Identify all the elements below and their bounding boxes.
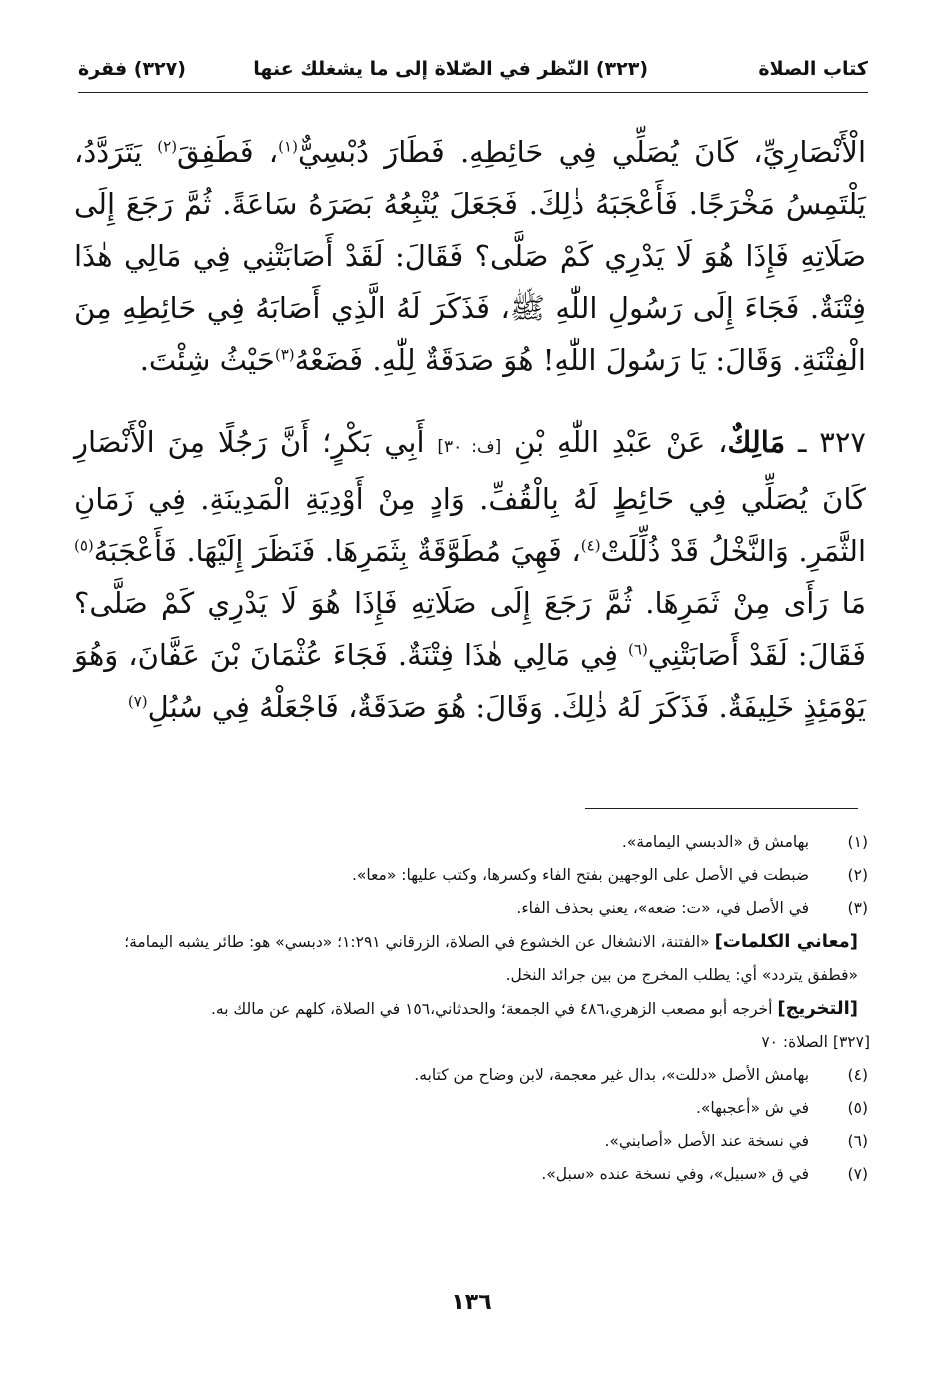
running-header xyxy=(78,52,868,92)
narrator-name: مَالِكٌ xyxy=(727,425,786,459)
footnote-ref: (٤) xyxy=(580,536,601,555)
footnote-text: بهامش الأصل «دللت»، بدال غير معجمة، لابن وضاح من كتابه. xyxy=(414,1066,810,1084)
footnote-text: في الأصل في، «ت: ضعه»، يعني بحذف الفاء. xyxy=(516,899,810,917)
text-segment: الْأَنْصَارِيِّ، كَانَ يُصَلِّي فِي حَائِطِهِ. فَطَارَ دُبْسِيٌّ xyxy=(297,135,867,169)
footnote-rule xyxy=(585,808,858,809)
cross-reference xyxy=(70,1026,870,1059)
page-number: ١٣٦ xyxy=(451,1290,492,1315)
text-segment: حَيْثُ شِئْتَ. xyxy=(139,343,275,377)
footnote-7 xyxy=(70,1158,870,1191)
main-text xyxy=(74,126,866,733)
takhrij-label: [التخريج] xyxy=(777,998,858,1019)
text-segment: مَا رَأَى مِنْ ثَمَرِهَا. ثُمَّ رَجَعَ إِلَى صَلَاتِهِ فَإِذَا هُوَ لَا يَدْرِي كَمْ صَلَّى؟ فَقَالَ: لَقَدْ أَصَابَتْنِي xyxy=(74,586,866,672)
footnote-number: (٢) xyxy=(847,866,868,884)
chapter-title: (٣٢٣) النّظر في الصّلاة إلى ما يشغلك عنها xyxy=(253,58,648,80)
cross-reference-text: الصلاة: ٧٠ xyxy=(761,1033,833,1051)
footnote-number: (٦) xyxy=(847,1132,868,1150)
book-title: كتاب الصلاة xyxy=(758,58,868,80)
text-segment: يَتَرَدَّدُ، يَلْتَمِسُ مَخْرَجًا. فَأَعْجَبَهُ ذٰلِكَ. فَجَعَلَ يُتْبِعُهُ بَصَرَهُ سَاعَةً. ثُمَّ رَجَعَ إِلَى صَلَاتِهِ فَإِذَا هُوَ لَا يَدْرِي كَمْ صَلَّى؟ فَقَالَ: لَقَدْ أَصَابَتْنِي فِي مَالِي هٰذَا فِتْنَةٌ. فَجَاءَ إِلَى رَسُولِ اللّٰهِ ﷺ، فَذَكَرَ لَهُ الَّذِي أَصَابَهُ فِي حَائِطِهِ مِنَ الْفِتْنَةِ. وَقَالَ: يَا رَسُولَ اللّٰهِ! هُوَ صَدَقَةٌ لِلّٰهِ. فَضَعْهُ xyxy=(74,135,866,377)
text-segment: ، فَطَفِقَ xyxy=(177,135,279,169)
word-meanings-label: [معاني الكلمات] xyxy=(714,931,858,952)
paragraph-label: (٣٢٧) فقرة xyxy=(78,58,186,80)
footnote-text: في ق «سبيل»، وفي نسخة عنده «سبل». xyxy=(541,1165,810,1183)
text-segment: ، فَهِيَ مُطَوَّقَةٌ بِثَمَرِهَا. فَنَظَرَ إِلَيْهَا. فَأَعْجَبَهُ xyxy=(93,534,581,568)
footnote-2 xyxy=(70,859,870,892)
text-segment: ، عَنْ عَبْدِ اللّٰهِ بْنِ xyxy=(501,425,728,459)
footnote-4 xyxy=(70,1059,870,1092)
footnote-number: (٥) xyxy=(847,1099,868,1117)
word-meanings-text: «الفتنة، الانشغال عن الخشوع في الصلاة، الزرقاني ١:٢٩١؛ «دبسي» هو: طائر يشبه اليمامة؛ «فطفق يتردد» أي: يطلب المخرج من بين جرائد النخل. xyxy=(124,933,858,984)
footnote-5 xyxy=(70,1092,870,1125)
footnote-ref: (٧) xyxy=(127,692,148,711)
hadith-paragraph xyxy=(74,416,866,733)
footnote-number: (١) xyxy=(847,833,868,851)
footnote-text: ضبطت في الأصل على الوجهين بفتح الفاء وكسرها، وكتب عليها: «معا». xyxy=(351,866,810,884)
folio-marker: [ف: ٣٠] xyxy=(437,437,502,457)
footnote-number: (٣) xyxy=(847,899,868,917)
header-rule xyxy=(78,92,868,93)
footnote-ref: (١) xyxy=(278,137,298,156)
takhrij-text: أخرجه أبو مصعب الزهري،٤٨٦ في الجمعة؛ والحدثاني،١٥٦ في الصلاة، كلهم عن مالك به. xyxy=(210,1000,778,1018)
footnote-number: (٤) xyxy=(847,1066,868,1084)
footnote-1 xyxy=(70,826,870,859)
takhrij xyxy=(70,992,870,1026)
word-meanings xyxy=(70,925,870,992)
hadith-number: ٣٢٧ ـ xyxy=(797,425,866,459)
cross-reference-number: [٣٢٧] xyxy=(832,1033,870,1051)
footnote-text: في نسخة عند الأصل «أصابني». xyxy=(604,1132,810,1150)
footnote-text: في ش «أعجبها». xyxy=(695,1099,810,1117)
footnote-ref: (٢) xyxy=(157,137,178,156)
footnote-6 xyxy=(70,1125,870,1158)
footnotes xyxy=(70,826,870,1191)
footnote-number: (٧) xyxy=(847,1165,868,1183)
paragraph-continuation xyxy=(74,126,866,386)
footnote-3 xyxy=(70,892,870,925)
text-segment: فِي مَالِي هٰذَا فِتْنَةٌ. فَجَاءَ عُثْمَانَ بْنَ عَفَّانَ، وَهُوَ يَوْمَئِذٍ خَلِيفَةٌ. فَذَكَرَ لَهُ ذٰلِكَ. وَقَالَ: هُوَ صَدَقَةٌ، فَاجْعَلْهُ فِي سُبُلِ xyxy=(74,638,866,724)
footnote-ref: (٣) xyxy=(274,345,295,364)
footnote-ref: (٥) xyxy=(74,536,94,555)
footnote-ref: (٦) xyxy=(628,640,648,659)
text-segment: أَبِي بَكْرٍ؛ أَنَّ رَجُلًا مِنَ الْأَنْصَارِ كَانَ يُصَلِّي فِي حَائِطٍ لَهُ بِالْقُفِّ. وَادٍ مِنْ أَوْدِيَةِ الْمَدِينَةِ. فِي زَمَانِ الثَّمَرِ. وَالنَّخْلُ قَدْ ذُلِّلَتْ xyxy=(74,425,866,568)
footnote-text: بهامش ق «الدبسي اليمامة». xyxy=(621,833,810,851)
